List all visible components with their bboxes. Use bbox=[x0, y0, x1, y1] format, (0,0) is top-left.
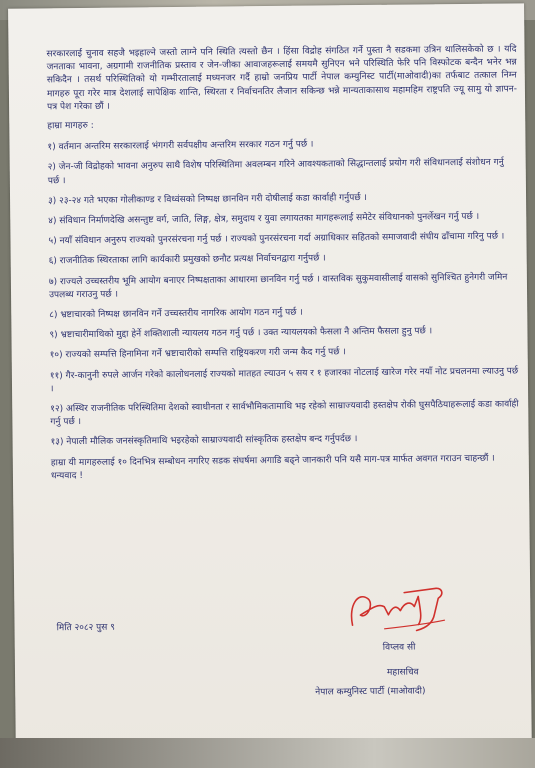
demand-item: १३) नेपाली मौलिक जनसंस्कृतिमाथि भइरहेको साम्राज्यवादी सांस्कृतिक हस्तक्षेप बन्द गर्नुपर्दछ । bbox=[50, 434, 358, 448]
demand-item: ११) गैर-कानुनी रुपले आर्जन गरेको कालोधनलाई राज्यको मातहत ल्याउन ५ सय र १ हजारका नोटलाई खारेज गरेर नयाँ नोट प्रचलनमा ल्याउनु पर्छ । bbox=[49, 366, 519, 395]
signer-party: नेपाल कम्युनिस्ट पार्टी (माओवादी) bbox=[315, 686, 426, 698]
closing-paragraph: हाम्रा यी मागहरुलाई १० दिनभित्र सम्बोधन नगरिए सडक संघर्षमा अगाडि बढ्ने जानकारी पनि यसै माग-पत्र मार्फत अवगत गराउन चाहन्छौं । धन्यवाद ! bbox=[50, 453, 495, 482]
demands-heading: हाम्रा मागहरु : bbox=[47, 120, 94, 132]
demand-item: ६) राजनीतिक स्थिरताका लागि कार्यकारी प्रमुखको छनौट प्रत्यक्ष निर्वाचनद्वारा गर्नुपर्छ । bbox=[48, 253, 326, 267]
demand-item: ४) संविधान निर्माणदेखि असन्तुष्ट वर्ग, जाति, लिङ्ग, क्षेत्र, समुदाय र युवा लगायतका मागहरूलाई समेटेर संविधानको पुनर्लेखन गर्नु पर्छ । bbox=[48, 211, 480, 227]
demand-item: ५) नयाँ संविधान अनुरुप राज्यको पुनरसंरचना गर्नु पर्छ । राज्यको पुनरसंरचना गर्दा अग्राधिकार सहितको समाजवादी संघीय ढाँचामा गरिनु पर्छ । bbox=[48, 231, 505, 247]
signer-title: महासचिव bbox=[386, 667, 419, 678]
signature-block bbox=[315, 584, 495, 698]
demand-item: १२) अस्थिर राजनीतिक परिस्थितिमा देशको स्वाधीनता र सार्वभौमिकतामाथि भइ रहेको साम्राज्यवादी हस्तक्षेप रोकी घुसपैठियाहरूलाई कडा कार्वाही गर्नु पर्छ । bbox=[50, 399, 519, 428]
demand-item: २) जेन-जी विद्रोहको भावना अनुरुप साथै विशेष परिस्थितिमा अवलम्बन गरिने आवश्यकताको सिद्धान्तलाई प्रयोग गरी संविधानलाई संशोधन गर्नु पर्छ । bbox=[47, 157, 504, 186]
signer-name: विप्लव सी bbox=[382, 642, 416, 653]
demand-item: ७) राज्यले उच्चस्तरीय भूमि आयोग बनाएर निष्पक्षताका आधारमा छानविन गर्नु पर्छ । वास्तविक सुकुमवासीलाई वासको सुनिश्चित हुनेगरी जमिन उपलब्ध गराउनु पर्छ । bbox=[48, 272, 508, 301]
demand-item: ९) भ्रष्टाचारीमाथिको मुद्दा हेर्ने शक्तिशाली न्यायलय गठन गर्नु पर्छ । उक्त न्यायलयको फैसला नै अन्तिम फैसला हुनु पर्छ । bbox=[49, 326, 433, 341]
demand-item: ८) भ्रष्टाचारको निष्पक्ष छानविन गर्ने उच्चस्तरीय नागरिक आयोग गठन गर्नु पर्छ । bbox=[49, 307, 303, 321]
demand-item: ३) २३-२४ गते भएका गोलीकाण्ड र विध्वंसको निष्पक्ष छानविन गरी दोषीलाई कडा कार्वाही गर्नुपर्छ । bbox=[48, 192, 367, 207]
handwritten-signature bbox=[344, 584, 455, 641]
background-bottom bbox=[0, 738, 535, 768]
intro-paragraph: सरकारलाई चुनाव सहजै भइहाल्ने जस्तो लाग्ने पनि स्थिति त्यस्तो छैन । हिंसा विद्रोह संगठित गर्ने पुस्ता नै सडकमा उत्रिन थालिसकेको छ । यदि जनताका भावना, अग्रगामी राजनीतिक प्रस्ताव र जेन-जीका आवाजहरूलाई समयमै सुनिएन भने परिस्थिति फेरि पनि विस्फोटक बन्दैन भनेर भन्न सकिदैन । तसर्थ परिस्थितिको यो गम्भीरतालाई मध्यनजर गर्दै हाम्रो जनप्रिय पार्टी नेपाल कम्युनिस्ट पार्टी(माओवादी)का तर्फबाट तत्काल निम्न मागहरु पूरा गरेर मात्र देशलाई सापेक्षिक शान्ति, स्थिरता र निर्वाचनतिर लैजान सकिन्छ भन्ने मान्यताकासाथ महामहिम राष्ट्रपति ज्यू सामु यो ज्ञापन-पत्र पेश गरेका छौं । bbox=[46, 44, 517, 113]
letter-page bbox=[8, 3, 532, 764]
demand-item: १०) राज्यको सम्पत्ति हिनामिना गर्ने भ्रष्टाचारीको सम्पत्ति राष्ट्रियकरण गरी जन्म कैद गर्नु पर्छ । bbox=[49, 347, 346, 361]
demand-item: १) वर्तमान अन्तरिम सरकारलाई भंगगरी सर्वपक्षीय अन्तरिम सरकार गठन गर्नु पर्छ । bbox=[47, 139, 314, 153]
letter-date: मिति २०८२ पुस ९ bbox=[56, 622, 115, 634]
letter-body bbox=[46, 43, 521, 483]
